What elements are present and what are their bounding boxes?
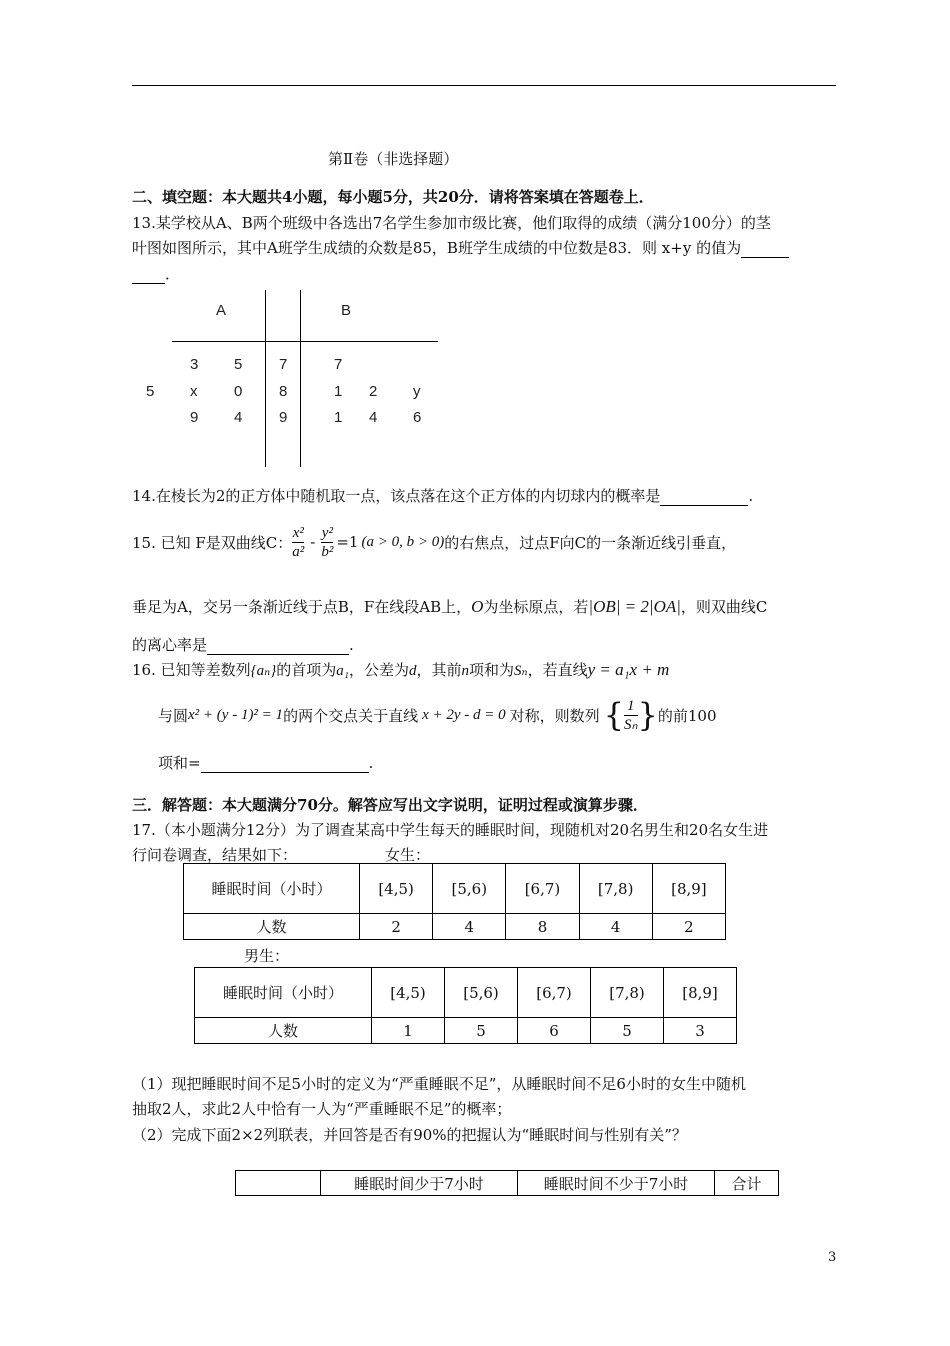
leaf: 5	[146, 383, 155, 400]
count-cell: 5	[591, 1018, 664, 1044]
row-label: 人数	[195, 1018, 372, 1044]
count-cell: 3	[664, 1018, 737, 1044]
top-rule	[132, 85, 836, 86]
fraction-x2-a2: $\frac{\text{x²}}{\text{a²}}$	[292, 524, 305, 560]
leaf: 6	[413, 409, 422, 426]
stem-line-left	[265, 290, 266, 467]
male-table	[194, 967, 737, 1044]
sub2: （2）完成下面2×2列联表，并回答是否有90%的把握认为“睡眠时间与性别有关”？	[132, 1126, 687, 1144]
q14: 14.在棱长为2的正方体中随机取一点，该点落在这个正方体的内切球内的概率是 .	[132, 487, 754, 505]
header-b: B	[341, 302, 352, 319]
corner-cell	[236, 1171, 321, 1196]
page-number: 3	[828, 1250, 837, 1265]
male-label: 男生：	[244, 947, 290, 965]
interval-cell: [6,7)	[506, 864, 579, 914]
leaf: y	[413, 383, 421, 400]
leaf: 0	[234, 383, 243, 400]
interval-cell: [7,8)	[591, 968, 664, 1018]
row-label: 人数	[184, 914, 360, 940]
leaf: 5	[234, 356, 243, 373]
interval-cell: [5,6)	[445, 968, 518, 1018]
female-label: 女生：	[385, 846, 431, 864]
q16-line2: 与圆 x² + (y - 1)² = 1 的两个交点关于直线 x + 2y - d = 0 对称，则数列 { $\frac{1}{\text{Sₙ}}$ } 的前100	[158, 696, 717, 734]
header-rule	[172, 341, 438, 342]
leaf: 1	[334, 383, 343, 400]
row-label: 睡眠时间（小时）	[184, 864, 360, 914]
count-cell: 2	[652, 914, 725, 940]
q16-blank	[201, 754, 369, 773]
interval-cell: [8,9]	[652, 864, 725, 914]
header-cell: 睡眠时间少于7小时	[321, 1171, 518, 1196]
leaf: 3	[190, 356, 199, 373]
count-cell: 4	[579, 914, 652, 940]
sub1-line1: （1）现把睡眠时间不足5小时的定义为“严重睡眠不足”，从睡眠时间不足6小时的女生中随机	[132, 1075, 746, 1093]
interval-cell: [7,8)	[579, 864, 652, 914]
left-brace: {	[603, 696, 625, 734]
q14-blank	[660, 487, 748, 506]
q16-line1: 16. 已知等差数列{aₙ}的首项为a₁，公差为d，其前n项和为Sₙ，若直线y = a₁x + m	[132, 660, 670, 679]
part3-heading: 三．解答题：本大题满分70分。解答应写出文字说明，证明过程或演算步骤．	[132, 796, 648, 814]
female-table	[183, 863, 726, 940]
q15-line2: 垂足为A，交另一条渐近线于点B，F在线段AB上，O为坐标原点，若|OB| = 2|OA|，则双曲线C	[132, 597, 768, 616]
header-cell: 合计	[715, 1171, 779, 1196]
section-title: 第Ⅱ卷（非选择题）	[328, 150, 459, 168]
sub1-line2: 抽取2人，求此2人中恰有一人为“严重睡眠不足”的概率；	[132, 1100, 512, 1118]
leaf: x	[190, 383, 198, 400]
right-brace: }	[637, 696, 658, 734]
count-cell: 1	[372, 1018, 445, 1044]
fraction-y2-b2: $\frac{\text{y²}}{\text{b²}}$	[321, 524, 334, 560]
q13-blank-b	[132, 265, 165, 284]
stem-value: 7	[279, 356, 288, 373]
header-cell: 睡眠时间不少于7小时	[518, 1171, 715, 1196]
q15-line3: 的离心率是 .	[132, 636, 354, 654]
leaf: 9	[190, 409, 199, 426]
leaf: 4	[234, 409, 243, 426]
count-cell: 6	[518, 1018, 591, 1044]
row-label: 睡眠时间（小时）	[195, 968, 372, 1018]
stem-line-right	[300, 290, 301, 467]
fraction-1-sn: $\frac{1}{\text{Sₙ}}$	[624, 697, 638, 733]
q15-line1: 15. 已知 F是双曲线C： $\frac{\text{x²}}{\text{a²}}$ - $\frac{\text{y²}}{\text{b²}}$ =1 (a > 0, b > 0) 的右焦点，过点F向C的一条渐近线引垂直，	[132, 524, 737, 560]
q13-line1: 13.某学校从A、B两个班级中各选出7名学生参加市级比赛，他们取得的成绩（满分100分）的茎	[132, 214, 771, 232]
q16-line3: 项和= .	[158, 754, 374, 772]
contingency-table	[235, 1170, 779, 1196]
count-cell: 4	[433, 914, 506, 940]
leaf: 2	[369, 383, 378, 400]
q17-line1: 17.（本小题满分12分）为了调查某高中学生每天的睡眠时间，现随机对20名男生和20名女生进	[132, 821, 769, 839]
leaf: 1	[334, 409, 343, 426]
interval-cell: [5,6)	[433, 864, 506, 914]
count-cell: 2	[360, 914, 433, 940]
q13-line3: ．	[132, 263, 180, 284]
leaf: 4	[369, 409, 378, 426]
header-a: A	[216, 302, 227, 319]
q13-blank-a	[741, 239, 789, 258]
count-cell: 8	[506, 914, 579, 940]
interval-cell: [8,9]	[664, 968, 737, 1018]
count-cell: 5	[445, 1018, 518, 1044]
interval-cell: [4,5)	[360, 864, 433, 914]
q17-line2: 行问卷调查，结果如下：	[132, 846, 298, 864]
stem-value: 9	[279, 409, 288, 426]
interval-cell: [6,7)	[518, 968, 591, 1018]
part2-heading: 二、填空题：本大题共4小题，每小题5分，共20分．请将答案填在答题卷上．	[132, 188, 654, 206]
stem-value: 8	[279, 383, 288, 400]
interval-cell: [4,5)	[372, 968, 445, 1018]
q15-blank	[207, 636, 349, 655]
leaf: 7	[334, 356, 343, 373]
q13-line2: 叶图如图所示，其中A班学生成绩的众数是85，B班学生成绩的中位数是83．则 x+y 的值为	[132, 237, 789, 258]
